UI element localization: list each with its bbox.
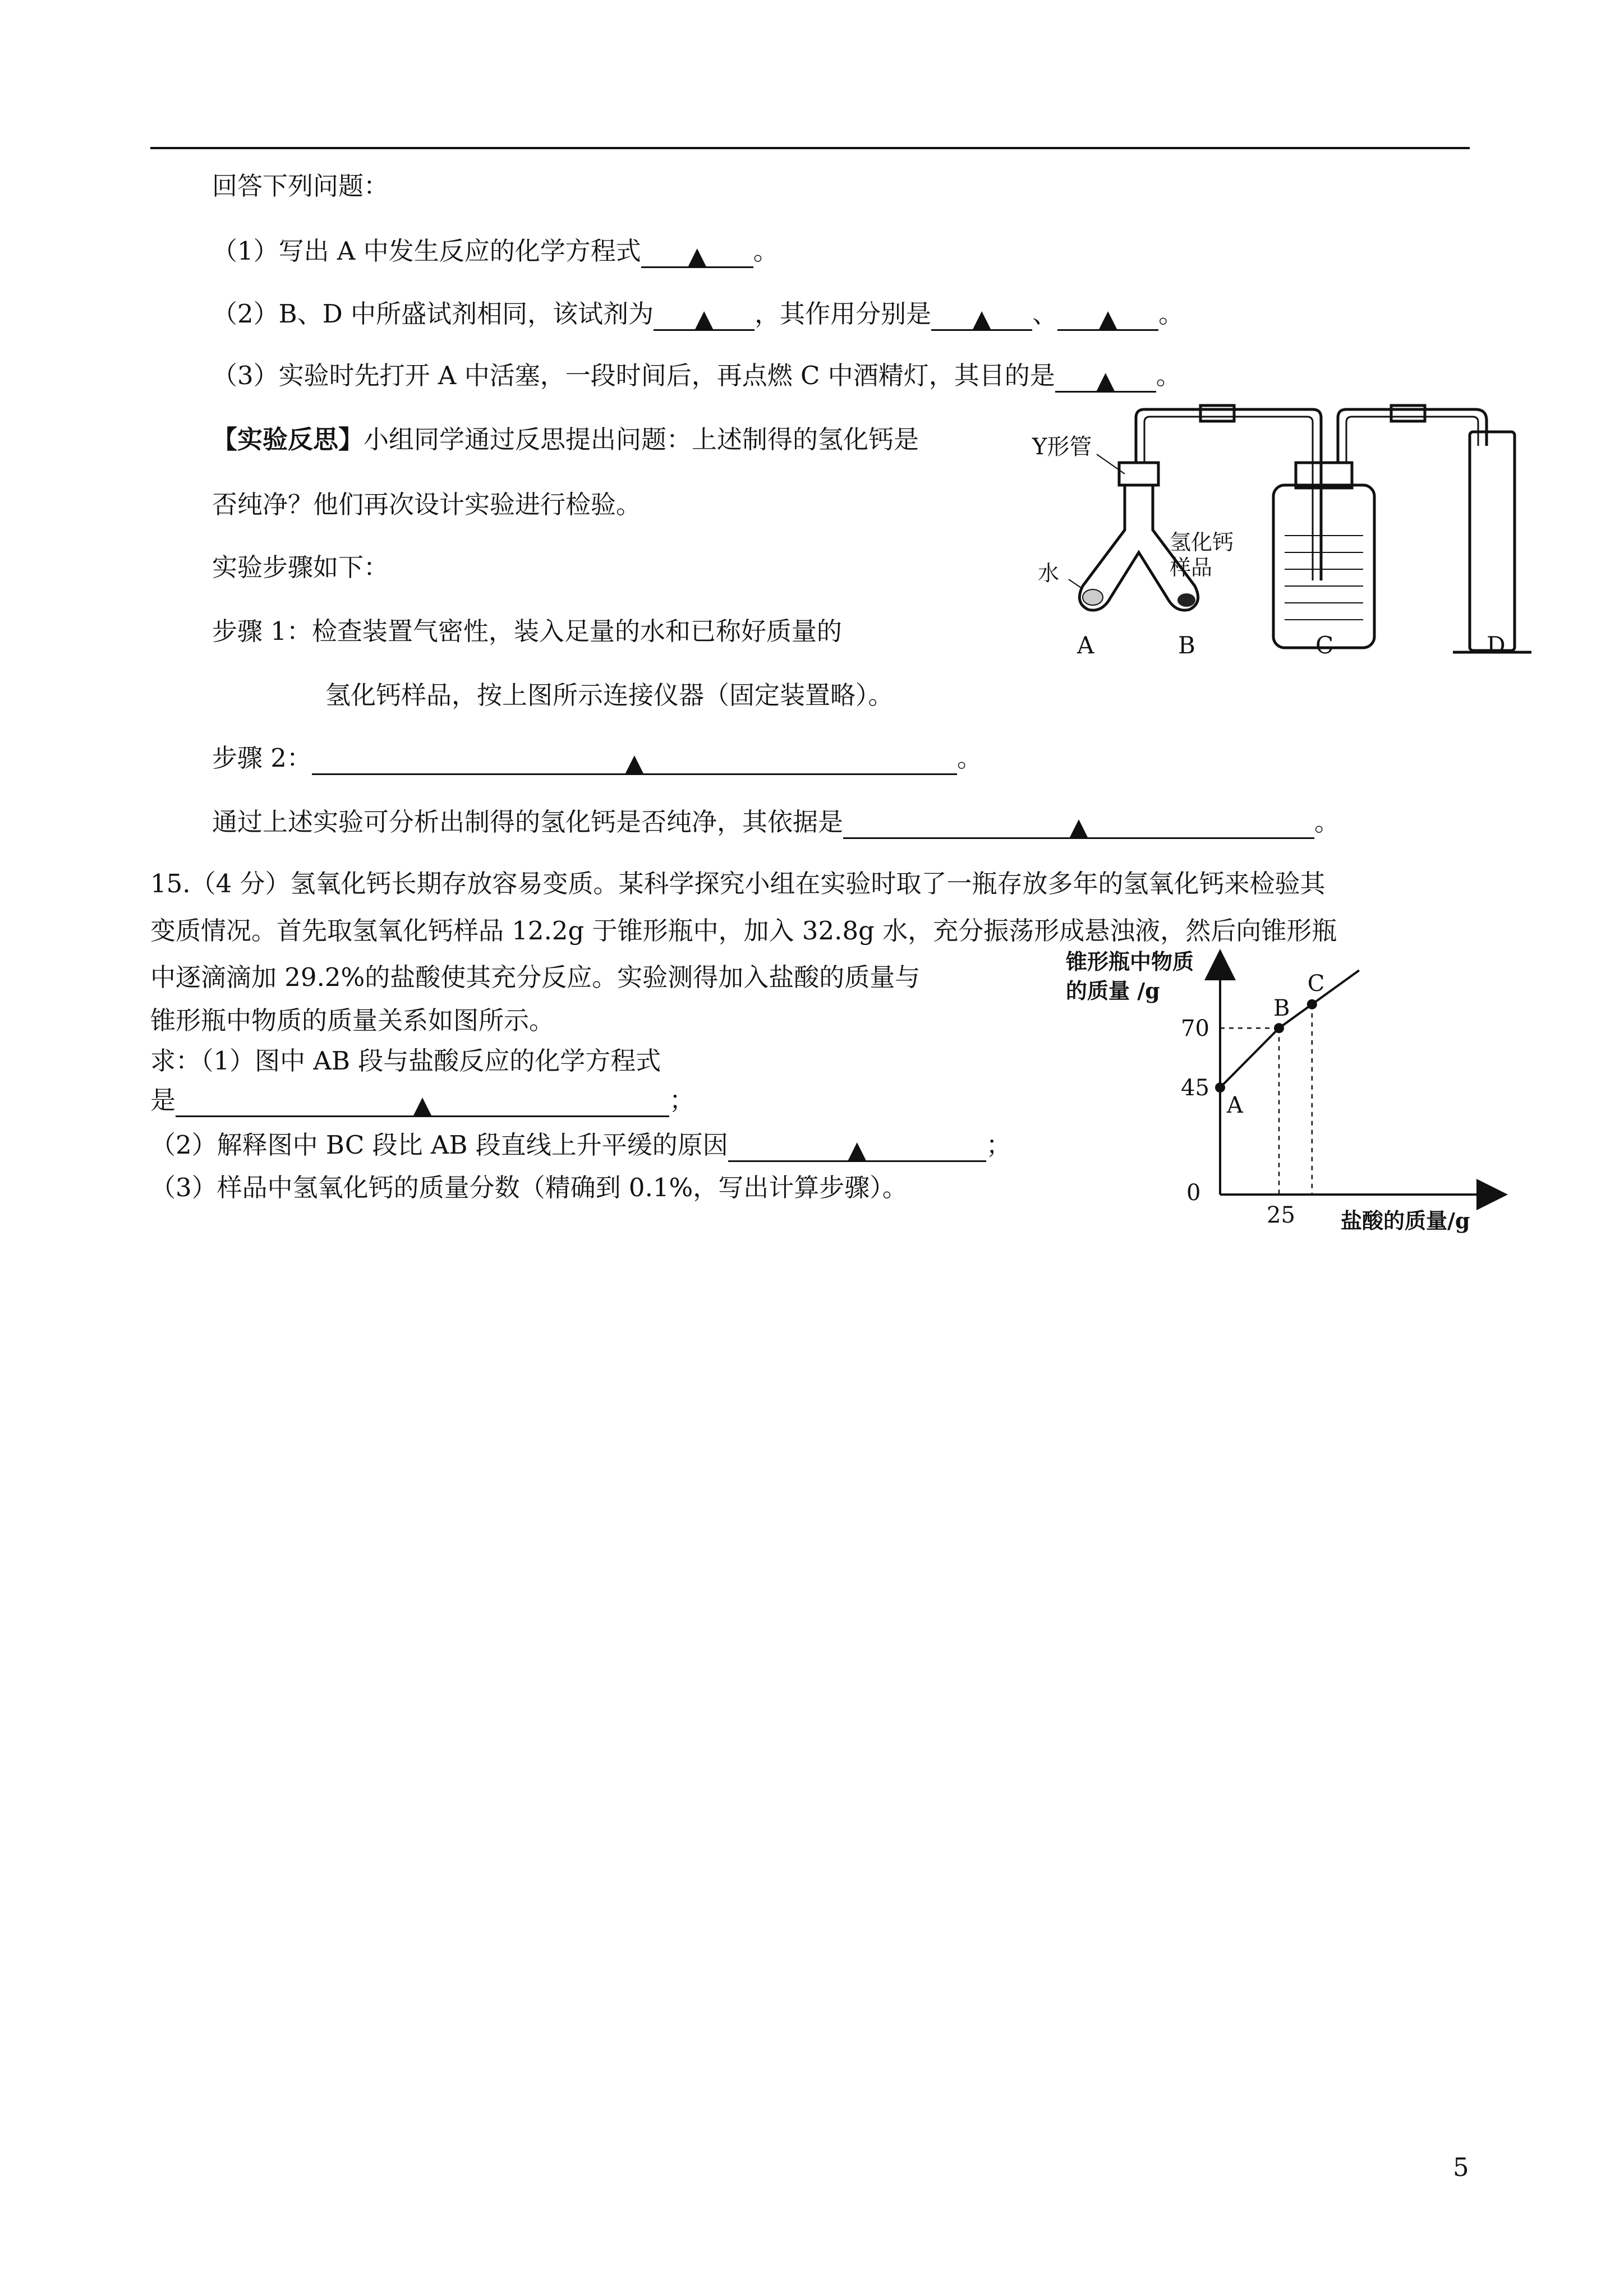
steps-title: 实验步骤如下：: [212, 552, 389, 582]
reflection-tag: 【实验反思】: [212, 425, 364, 454]
data-point-a: [1215, 1082, 1225, 1092]
measuring-cylinder: [1470, 432, 1515, 651]
answer-blank[interactable]: [1057, 301, 1158, 331]
question-1-text: （1）写出 A 中发生反应的化学方程式: [212, 236, 641, 266]
blank-triangle-icon: ▲: [972, 305, 991, 332]
answer-blank[interactable]: [641, 238, 753, 268]
question-1: （1）写出 A 中发生反应的化学方程式 ▲ 。: [212, 236, 779, 269]
q15-line-3: 中逐滴滴加 29.2%的盐酸使其充分反应。实验测得加入盐酸的质量与: [150, 962, 921, 992]
data-point-b: [1274, 1023, 1284, 1033]
sample-label-2: 样品: [1170, 555, 1213, 580]
data-point-c: [1307, 999, 1317, 1009]
q15-line-4: 锥形瓶中物质的质量关系如图所示。: [150, 1006, 555, 1035]
x-tick-label: 25: [1267, 1202, 1295, 1228]
step-1-line-1: 步骤 1：检查装置气密性，装入足量的水和已称好质量的: [212, 616, 842, 646]
header-rule: [150, 147, 1470, 149]
point-label-a: A: [1227, 1092, 1243, 1119]
conclusion: 通过上述实验可分析出制得的氢化钙是否纯净，其依据是 ▲ 。: [212, 807, 1340, 840]
answer-blank[interactable]: [176, 1087, 669, 1117]
step-2: 步骤 2： ▲ 。: [212, 743, 982, 776]
reflection-line-1: 【实验反思】小组同学通过反思提出问题：上述制得的氢化钙是: [212, 425, 919, 454]
question-2: （2）B、D 中所盛试剂相同，该试剂为 ▲ ，其作用分别是 ▲ 、 ▲ 。: [212, 299, 1184, 332]
answer-blank[interactable]: [312, 745, 957, 775]
step-1-line-2: 氢化钙样品，按上图所示连接仪器（固定装置略）。: [325, 680, 894, 710]
answer-blank[interactable]: [843, 809, 1314, 839]
blank-triangle-icon: ▲: [413, 1091, 432, 1118]
label-a: A: [1077, 631, 1094, 659]
question-3-text: （3）实验时先打开 A 中活塞，一段时间后，再点燃 C 中酒精灯，其目的是: [212, 361, 1055, 390]
y-axis-label-1: 锥形瓶中物质: [1066, 949, 1194, 974]
label-d: D: [1487, 631, 1506, 659]
y-tube-stopper: [1119, 463, 1158, 485]
sample-label-1: 氢化钙: [1170, 530, 1234, 555]
y-tick-label: 70: [1181, 1016, 1209, 1042]
data-line: [1220, 970, 1359, 1087]
y-tube-label: Y形管: [1032, 434, 1092, 460]
y-tick-label: 45: [1181, 1075, 1209, 1101]
question-2-text: （2）B、D 中所盛试剂相同，该试剂为: [212, 299, 654, 329]
blank-triangle-icon: ▲: [848, 1136, 866, 1163]
page-number: 5: [1453, 2152, 1469, 2182]
blank-triangle-icon: ▲: [1098, 305, 1117, 332]
blank-triangle-icon: ▲: [694, 305, 714, 332]
reflection-line-2: 否纯净？他们再次设计实验进行检验。: [212, 490, 642, 519]
answer-blank[interactable]: [1055, 363, 1156, 393]
blank-triangle-icon: ▲: [1069, 813, 1088, 840]
answer-prompt: 回答下列问题：: [212, 171, 389, 201]
q15-ask-b: 是 ▲ ；: [150, 1085, 695, 1118]
point-label-b: B: [1273, 995, 1290, 1022]
point-label-c: C: [1307, 970, 1325, 997]
tube-joint: [1391, 405, 1425, 421]
label-c: C: [1315, 631, 1334, 659]
answer-blank[interactable]: [931, 301, 1032, 331]
x-axis-label: 盐酸的质量/g: [1341, 1208, 1470, 1233]
origin-label: 0: [1186, 1180, 1201, 1206]
y-axis-label-2: 的质量 /g: [1066, 978, 1160, 1003]
water-in-a: [1083, 589, 1103, 605]
label-b: B: [1178, 631, 1195, 659]
answer-blank[interactable]: [728, 1132, 986, 1162]
water-label: 水: [1038, 561, 1060, 585]
tube-joint: [1200, 405, 1234, 421]
blank-triangle-icon: ▲: [688, 242, 706, 269]
mass-chart: [1049, 948, 1520, 1239]
answer-blank[interactable]: [654, 301, 755, 331]
apparatus-diagram: [1027, 401, 1531, 665]
blank-triangle-icon: ▲: [1096, 366, 1115, 394]
question-3: （3）实验时先打开 A 中活塞，一段时间后，再点燃 C 中酒精灯，其目的是 ▲ 。: [212, 361, 1181, 394]
blank-triangle-icon: ▲: [625, 749, 644, 776]
q15-line-1: 15.（4 分）氢氧化钙长期存放容易变质。某科学探究小组在实验时取了一瓶存放多年的氢氧化钙来检验其: [150, 869, 1326, 898]
q15-sub-2: （2）解释图中 BC 段比 AB 段直线上升平缓的原因 ▲ ；: [150, 1130, 1011, 1163]
q15-ask: 求：（1）图中 AB 段与盐酸反应的化学方程式: [150, 1046, 661, 1076]
q15-line-2: 变质情况。首先取氢氧化钙样品 12.2g 于锥形瓶中，加入 32.8g 水，充分振荡形成悬浊液，然后向锥形瓶: [150, 916, 1337, 946]
wash-bottle: [1273, 485, 1374, 648]
delivery-tube-1: [1136, 409, 1321, 580]
q15-sub-3: （3）样品中氢氧化钙的质量分数（精确到 0.1%，写出计算步骤）。: [150, 1173, 908, 1202]
sample-in-b: [1177, 593, 1195, 607]
